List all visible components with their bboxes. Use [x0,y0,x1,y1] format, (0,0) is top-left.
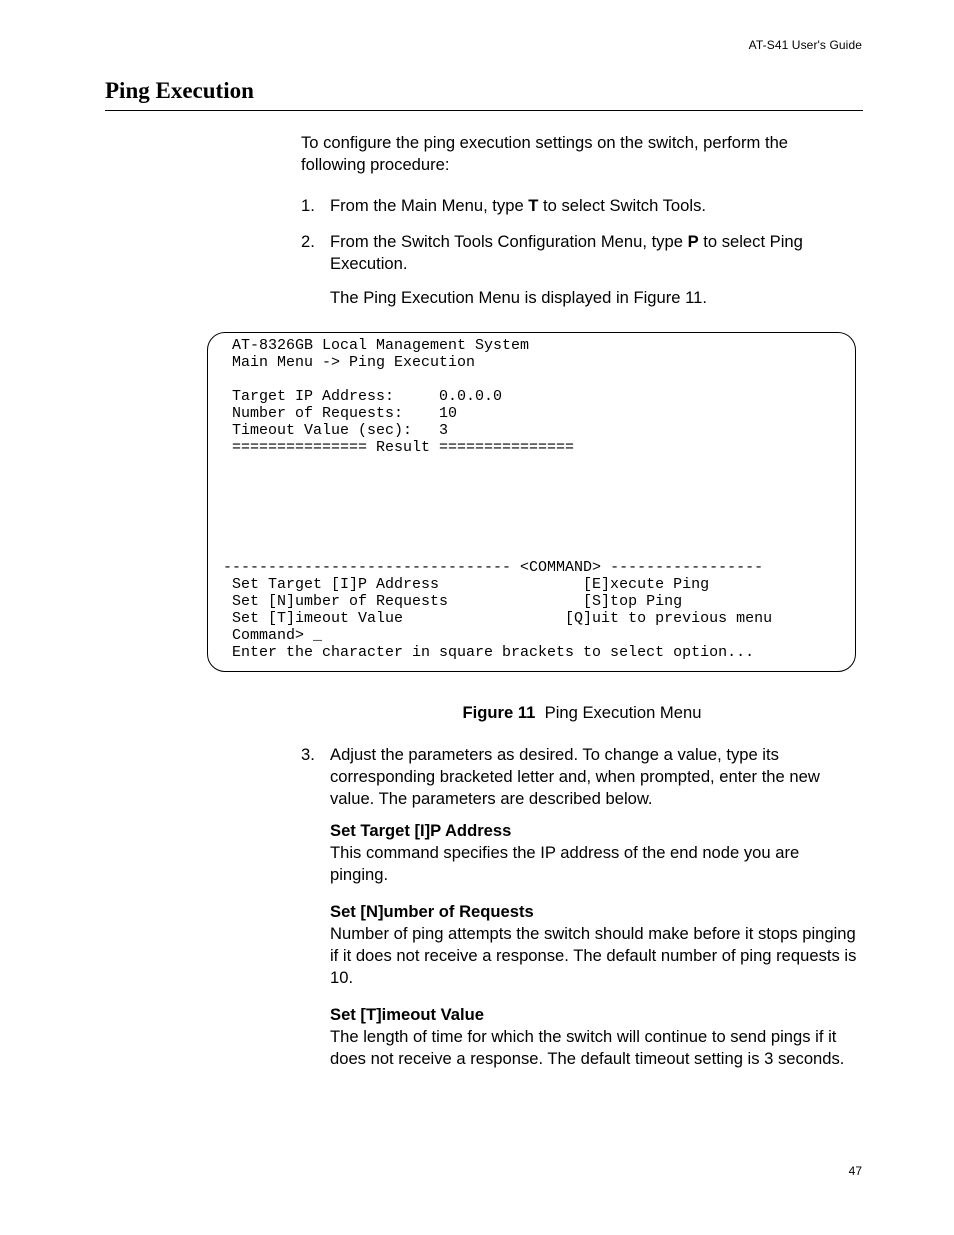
param-title: Set [N]umber of Requests [330,902,534,921]
page-number: 47 [848,1164,862,1178]
step-key: T [528,196,539,215]
figure-label: Figure 11 [462,703,536,722]
param-title: Set Target [I]P Address [330,821,512,840]
terminal-line: Timeout Value (sec): 3 [232,422,449,439]
param-description: This command specifies the IP address of the end node you are pinging. [330,843,800,884]
intro-paragraph: To configure the ping execution settings on the switch, perform the following procedure: [301,133,789,174]
figure-reference-note: The Ping Execution Menu is displayed in Figure 11. [330,288,707,307]
terminal-line: -------------------------------- <COMMAND> ----------------- [223,559,764,576]
step-text: From the Switch Tools Configuration Menu, type P to select Ping Execution. [330,232,803,273]
terminal-line: =============== Result =============== [232,439,575,456]
terminal-line: Enter the character in square brackets to select option... [232,644,755,661]
step-number: 3. [301,745,315,764]
step-number: 2. [301,232,315,251]
figure-caption [0,703,954,723]
terminal-line: Set [N]umber of Requests [S]top Ping [232,593,683,610]
section-title: Ping Execution [105,78,254,103]
terminal-line: AT-8326GB Local Management System [232,337,530,354]
terminal-line: Command> _ [232,627,323,644]
param-number-of-requests [330,901,860,989]
section-rule [105,110,863,111]
param-timeout-value [330,1004,860,1070]
step-text: From the Main Menu, type T to select Switch Tools. [330,196,706,215]
terminal-line: Set Target [I]P Address [E]xecute Ping [232,576,710,593]
step-text: Adjust the parameters as desired. To change a value, type its corresponding bracketed letter and, when prompted, enter the new value. The parameters are described below. [330,745,820,808]
step-key: P [687,232,699,251]
terminal-line: Main Menu -> Ping Execution [232,354,476,371]
param-description: The length of time for which the switch will continue to send pings if it does not receive a response. The default timeout setting is 3 seconds. [330,1027,845,1068]
param-description: Number of ping attempts the switch should make before it stops pinging if it does not receive a response. The default number of ping requests is 10. [330,924,857,987]
param-target-ip [330,820,860,886]
terminal-line: Number of Requests: 10 [232,405,458,422]
step-number: 1. [301,196,315,215]
figure-title: Ping Execution Menu [544,703,702,722]
terminal-line: Target IP Address: 0.0.0.0 [232,388,503,405]
terminal-screen [207,332,856,672]
terminal-line: Set [T]imeout Value [Q]uit to previous menu [232,610,773,627]
param-title: Set [T]imeout Value [330,1005,484,1024]
running-header: AT-S41 User's Guide [748,38,862,52]
